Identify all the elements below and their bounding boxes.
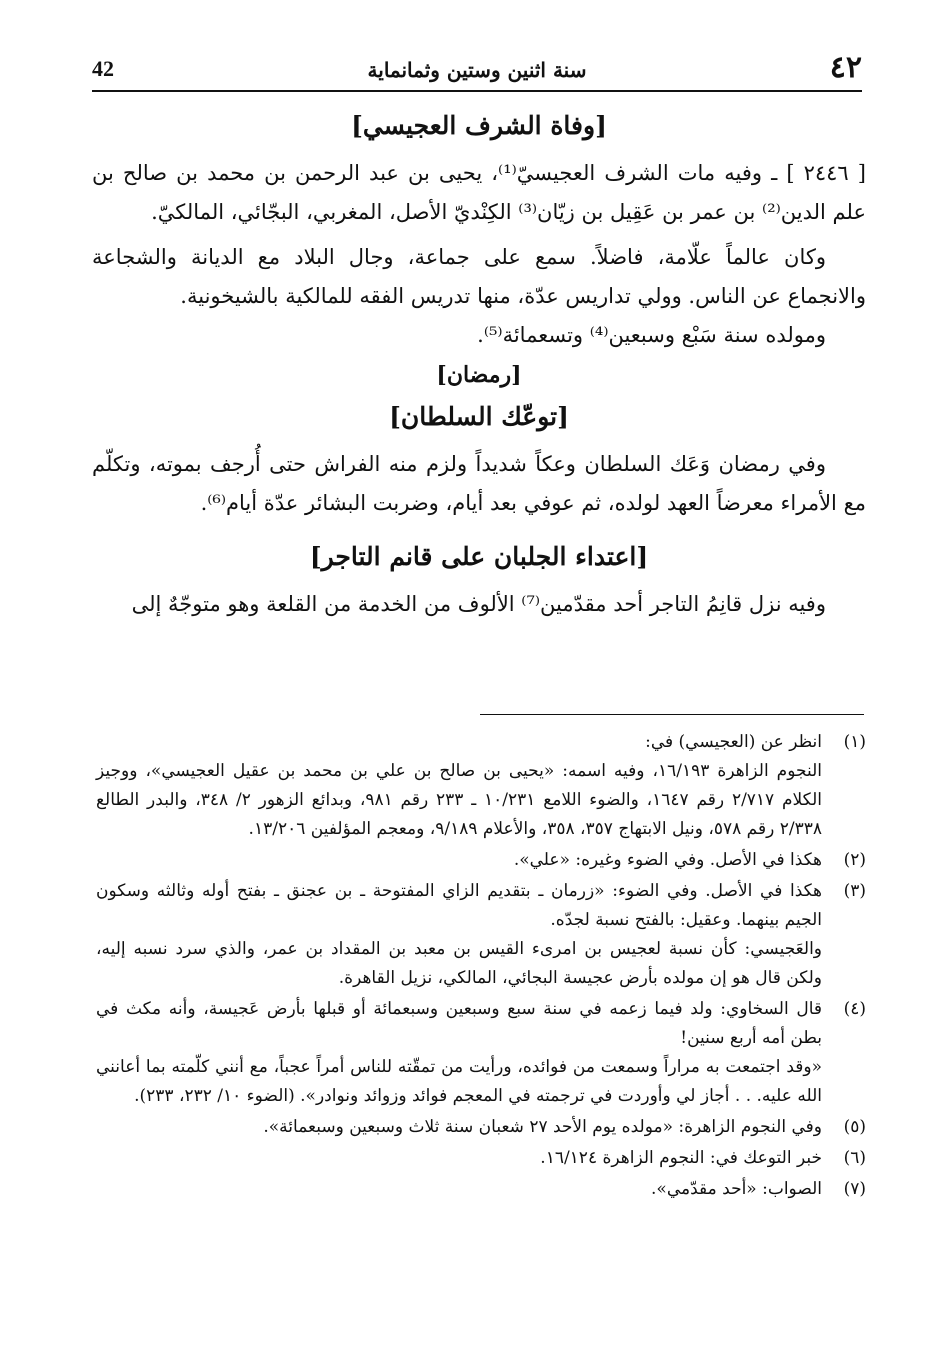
footnote-text: هكذا في الأصل. وفي الضوء: «زرمان ـ بتقديم الزاي المفتوحة ـ بن عجنق ـ بفتح أوله وثالثه وسكون الجيم بينهما. وعقيل: بالفتح نسبة لجدّه. xyxy=(96,881,822,930)
running-title: سنة اثنين وستين وثمانماية xyxy=(367,58,587,82)
footnote-text: قال السخاوي: ولد فيما زعمه في سنة سبع وسبعين وسبعمائة أو قبلها بأرض عَجيسة، وأنه مكث في بطن أمه أربع سنين! xyxy=(96,999,822,1048)
footnote xyxy=(96,1175,866,1204)
footnote-text: النجوم الزاهرة ١٦/١٩٣، وفيه اسمه: «يحيى بن صالح بن علي بن محمد بن عقيل العجيسي»، ووجيز الكلام ٢/٧١٧ رقم ١٦٤٧، والضوء اللامع ١٠/٢٣١ ـ ٢٣٣ رقم ٩٨١، وبدائع الزهور ٢/ ٣٤٨، والبدر الطالع ٢/٣٣٨ رقم ٥٧٨، ونيل الابتهاج ٣٥٧، ٣٥٨، والأعلام ٩/١٨٩، ومعجم المؤلفين ١٣/٢٠٦. xyxy=(96,761,822,839)
footnote-number: (٥) xyxy=(843,1117,866,1137)
footnote-number: (٧) xyxy=(843,1179,866,1199)
paragraph-description: وكان عالماً علّامة، فاضلاً. سمع على جماعة، وجال البلاد مع الديانة والشجاعة والانجماع عن الناس. وولي تداريس عدّة، منها تدريس الفقه للمالكية بالشيخونية. xyxy=(92,245,866,308)
footnote-divider xyxy=(480,714,864,715)
footnote-text: والعَجيسي: كأن نسبة لعجيس بن امرىء القيس بن معبد بن المقداد بن عمر، والذي سرد نسبه إليه، ولكن قال هو إن مولده بأرض عجيسة البجائي، المالكي، نزيل القاهرة. xyxy=(96,939,822,988)
section-heading-ramadan: [رمضان] xyxy=(436,362,522,388)
page-header xyxy=(92,48,862,92)
paragraph-illness: وفي رمضان وَعَك السلطان وعكاً شديداً ولزم منه الفراش حتى أُرجف بموته، وتكلّم مع الأمراء معرضاً العهد لولده، ثم عوفي بعد أيام، وضربت البشائر عدّة أيام⁽⁶⁾. xyxy=(92,452,866,515)
section-heading-assault: [اعتداء الجلبان على قانم التاجر] xyxy=(309,542,649,571)
footnote-number: (٦) xyxy=(843,1148,866,1168)
footnotes xyxy=(96,728,866,1206)
page-number-latin: 42 xyxy=(92,56,114,81)
footnote xyxy=(96,728,866,844)
footnote xyxy=(96,995,866,1111)
section-heading-illness: [توعّك السلطان] xyxy=(389,402,569,431)
footnote-number: (١) xyxy=(843,732,866,752)
footnote xyxy=(96,1113,866,1142)
main-text xyxy=(92,104,866,624)
footnote-number: (٢) xyxy=(843,850,866,870)
footnote-text: وفي النجوم الزاهرة: «مولده يوم الأحد ٢٧ شعبان سنة ثلاث وسبعين وسبعمائة». xyxy=(263,1117,822,1137)
section-heading-death: [وفاة الشرف العجيسي] xyxy=(351,111,607,140)
paragraph-birth: ومولده سنة سَبْع وسبعين⁽⁴⁾ وتسعمائة⁽⁵⁾. xyxy=(477,323,826,347)
footnote-text: هكذا في الأصل. وفي الضوء وغيره: «علي». xyxy=(513,850,822,870)
footnote-text: «وقد اجتمعت به مراراً وسمعت من فوائده، ورأيت من تمقّته للناس أمراً عجباً، مع أنني كلّمته بما أعانني الله عليه. . . أجاز لي وأوردت في ترجمته في المعجم فوائد وزوائد ونوادر». (الضوء ١٠/ ٢٣٢، ٢٣٣). xyxy=(96,1057,822,1106)
footnote xyxy=(96,846,866,875)
page-number-arabic: ٤٢ xyxy=(829,50,862,85)
paragraph-assault: وفيه نزل قانِمُ التاجر أحد مقدّمين⁽⁷⁾ الألوف من الخدمة من القلعة وهو متوجّهٌ إلى xyxy=(131,592,826,616)
footnote-text: خبر التوعك في: النجوم الزاهرة ١٦/١٢٤. xyxy=(540,1148,822,1168)
footnote xyxy=(96,1144,866,1173)
footnote-text: انظر عن (العجيسي) في: xyxy=(645,732,822,752)
paragraph-entry: [ ٢٤٤٦ ] ـ وفيه مات الشرف العجيسيّ⁽¹⁾، يحيى بن عبد الرحمن بن محمد بن صالح بن علم الدين⁽²⁾ بن عمر بن عَقِيل بن زيّان⁽³⁾ الكِنْديّ الأصل، المغربي، البجّائي، المالكيّ. xyxy=(92,161,866,224)
footnote-number: (٤) xyxy=(843,999,866,1019)
footnote-text: الصواب: «أحد مقدّمي». xyxy=(651,1179,822,1199)
footnote-number: (٣) xyxy=(843,881,866,901)
footnote xyxy=(96,877,866,993)
